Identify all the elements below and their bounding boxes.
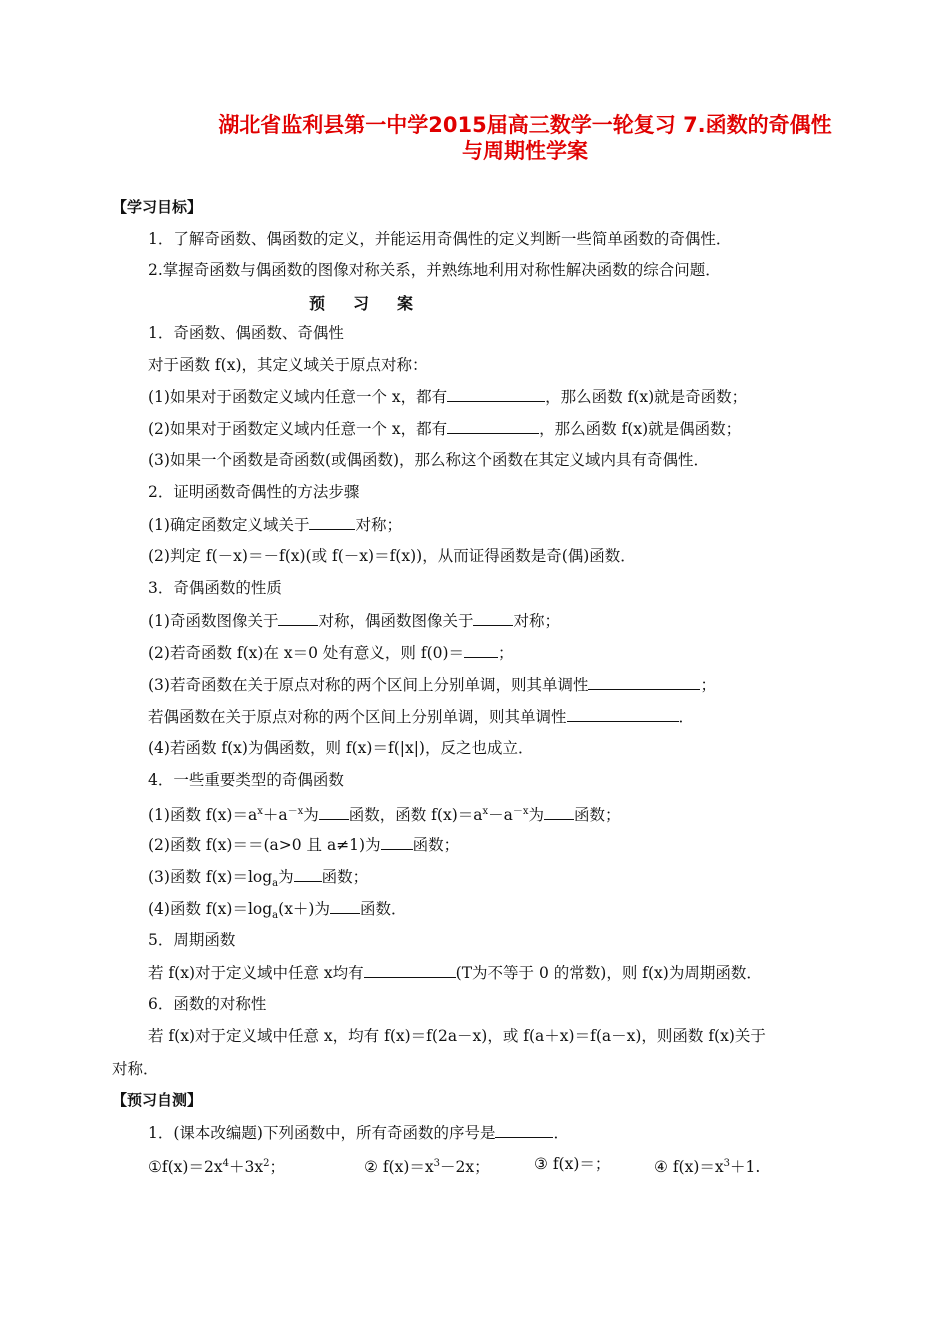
subscript: a [272,878,279,890]
option-1-text: ＋3x [228,1158,264,1177]
s5-title: 5．周期函数 [148,931,236,949]
s3-item-3-text-a: (3)若奇函数在关于原点对称的两个区间上分别单调，则其单调性 [148,676,589,694]
s6-title: 6．函数的对称性 [148,995,267,1013]
s4-item-2-text: 函数； [412,836,460,854]
s3-item-1 [148,609,560,632]
option-1-text: ①f(x)＝2x [148,1158,223,1177]
superscript: －x [512,806,529,817]
answer-blank[interactable] [495,1121,553,1138]
s1-item-3: (3)如果一个函数是奇函数(或偶函数)，那么称这个函数在其定义域内具有奇偶性． [148,451,710,469]
s3-item-3-text-b: ； [700,676,716,694]
answer-blank[interactable] [567,705,679,722]
superscript: 3 [723,1158,731,1169]
option-2 [364,1153,490,1178]
answer-blank[interactable] [309,513,355,530]
title-line-1: 湖北省监利县第一中学2015届高三数学一轮复习 7.函数的奇偶性 [218,113,832,137]
s2-item-2: (2)判定 f(－x)＝－f(x)(或 f(－x)＝f(x))，从而证得函数是奇(偶)函数． [148,547,636,565]
s1-item-2-text-b: ，那么函数 f(x)就是偶函数； [539,420,742,438]
answer-blank[interactable] [588,673,700,690]
superscript: x [257,806,263,817]
s4-item-1 [148,801,621,826]
answer-blank[interactable] [544,803,574,820]
option-1-text: ； [269,1158,285,1177]
s4-title: 4．一些重要类型的奇偶函数 [148,771,344,789]
s3-item-4: (4)若函数 f(x)为偶函数，则 f(x)＝f(|x|)，反之也成立． [148,739,534,757]
s1-intro: 对于函数 f(x)，其定义域关于原点对称： [148,356,428,374]
answer-blank[interactable] [464,641,498,658]
s4-item-4 [148,897,407,927]
goal-item-2: 2.掌握奇函数与偶函数的图像对称关系，并熟练地利用对称性解决函数的综合问题． [148,261,721,279]
s2-title: 2．证明函数奇偶性的方法步骤 [148,483,360,501]
s4-item-4-text: (4)函数 f(x)＝log [148,900,273,918]
superscript: 4 [222,1158,229,1169]
goals-heading: 【学习目标】 [112,198,203,216]
s5-item-1-text-a: 若 f(x)对于定义域中任意 x均有 [148,964,364,982]
s3-item-1-text-b: 对称，偶函数图像关于 [318,612,474,630]
title-line-2: 与周期性学案 [462,139,588,163]
s1-item-1-text-a: (1)如果对于函数定义域内任意一个 x，都有 [148,388,448,406]
s6-item-1-cont: 对称． [112,1060,159,1078]
answer-blank[interactable] [447,417,539,434]
s4-item-4-text: 函数． [359,900,407,918]
question-text-end: ． [553,1124,569,1142]
s3-item-1-text-c: 对称； [513,612,560,630]
answer-blank[interactable] [330,897,360,914]
s3-item-3-cont [148,705,694,728]
s2-item-1-text-a: (1)确定函数定义域关于 [148,516,310,534]
superscript: x [482,806,489,817]
s3-item-3 [148,673,716,696]
subscript: a [272,910,279,922]
s4-item-1-text: 函数，函数 f(x)＝a [348,806,483,825]
selftest-heading: 【预习自测】 [112,1091,203,1109]
s4-item-3-text: 函数； [321,868,369,886]
s3-item-3-text-d: ． [678,708,695,726]
s3-item-2 [148,641,514,664]
s3-item-2-text-b: ； [498,644,514,662]
s4-item-3-text: (3)函数 f(x)＝log [148,868,273,886]
selftest-question-1 [148,1121,569,1144]
s1-title: 1．奇函数、偶函数、奇偶性 [148,324,344,342]
s4-item-2 [148,833,459,856]
s1-item-2 [148,417,741,440]
s4-item-2-text: (2)函数 f(x)＝＝(a>0 且 a≠1)为 [148,836,381,854]
s4-item-3-text: 为 [278,868,294,886]
s4-item-1-text: ＋a [262,806,288,825]
answer-blank[interactable] [294,865,322,882]
goal-item-1: 1．了解奇函数、偶函数的定义，并能运用奇偶性的定义判断一些简单函数的奇偶性． [148,230,732,248]
s3-item-3-text-c: 若偶函数在关于原点对称的两个区间上分别单调，则其单调性 [148,708,567,726]
answer-blank[interactable] [381,833,413,850]
s2-item-1 [148,513,402,536]
s6-item-1: 若 f(x)对于定义域中任意 x，均有 f(x)＝f(2a－x)，或 f(a＋x)＝f(a－x)，则函数 f(x)关于 [148,1027,766,1045]
s3-item-1-text-a: (1)奇函数图像关于 [148,612,279,630]
s4-item-3 [148,865,368,895]
s3-title: 3．奇偶函数的性质 [148,579,282,597]
s5-item-1 [148,961,762,984]
s1-item-1 [148,385,747,408]
answer-blank[interactable] [473,609,513,626]
option-4-text: ＋1. [730,1158,761,1177]
answer-blank[interactable] [278,609,318,626]
superscript: 2 [263,1158,270,1169]
option-4-text: ④ f(x)＝x [654,1158,724,1177]
answer-blank[interactable] [319,803,349,820]
s1-item-1-text-b: ，那么函数 f(x)就是奇函数； [545,388,748,406]
superscript: 3 [433,1158,441,1169]
s4-item-1-text: 为 [528,806,545,825]
s4-item-1-text: (1)函数 f(x)＝a [148,806,258,825]
answer-blank[interactable] [447,385,545,402]
superscript: －x [287,806,304,817]
s2-item-1-text-b: 对称； [355,516,402,534]
answer-blank[interactable] [364,961,456,978]
s3-item-2-text-a: (2)若奇函数 f(x)在 x＝0 处有意义，则 f(0)＝ [148,644,465,662]
s4-item-4-text: (x＋)为 [278,900,330,918]
document-title [130,112,920,164]
s5-item-1-text-b: (T为不等于 0 的常数)，则 f(x)为周期函数． [455,964,762,982]
option-3: ③ f(x)＝； [534,1155,611,1173]
preview-heading: 预习案 [308,294,441,313]
s4-item-1-text: －a [488,806,513,825]
s4-item-1-text: 函数； [574,806,621,825]
option-2-text: ② f(x)＝x [364,1158,434,1177]
s1-item-2-text-a: (2)如果对于函数定义域内任意一个 x，都有 [148,420,448,438]
option-1 [148,1153,285,1178]
question-text: 1．(课本改编题)下列函数中，所有奇函数的序号是 [148,1124,496,1142]
option-4 [654,1153,760,1178]
s4-item-1-text: 为 [303,806,319,825]
option-2-text: －2x； [440,1158,490,1177]
